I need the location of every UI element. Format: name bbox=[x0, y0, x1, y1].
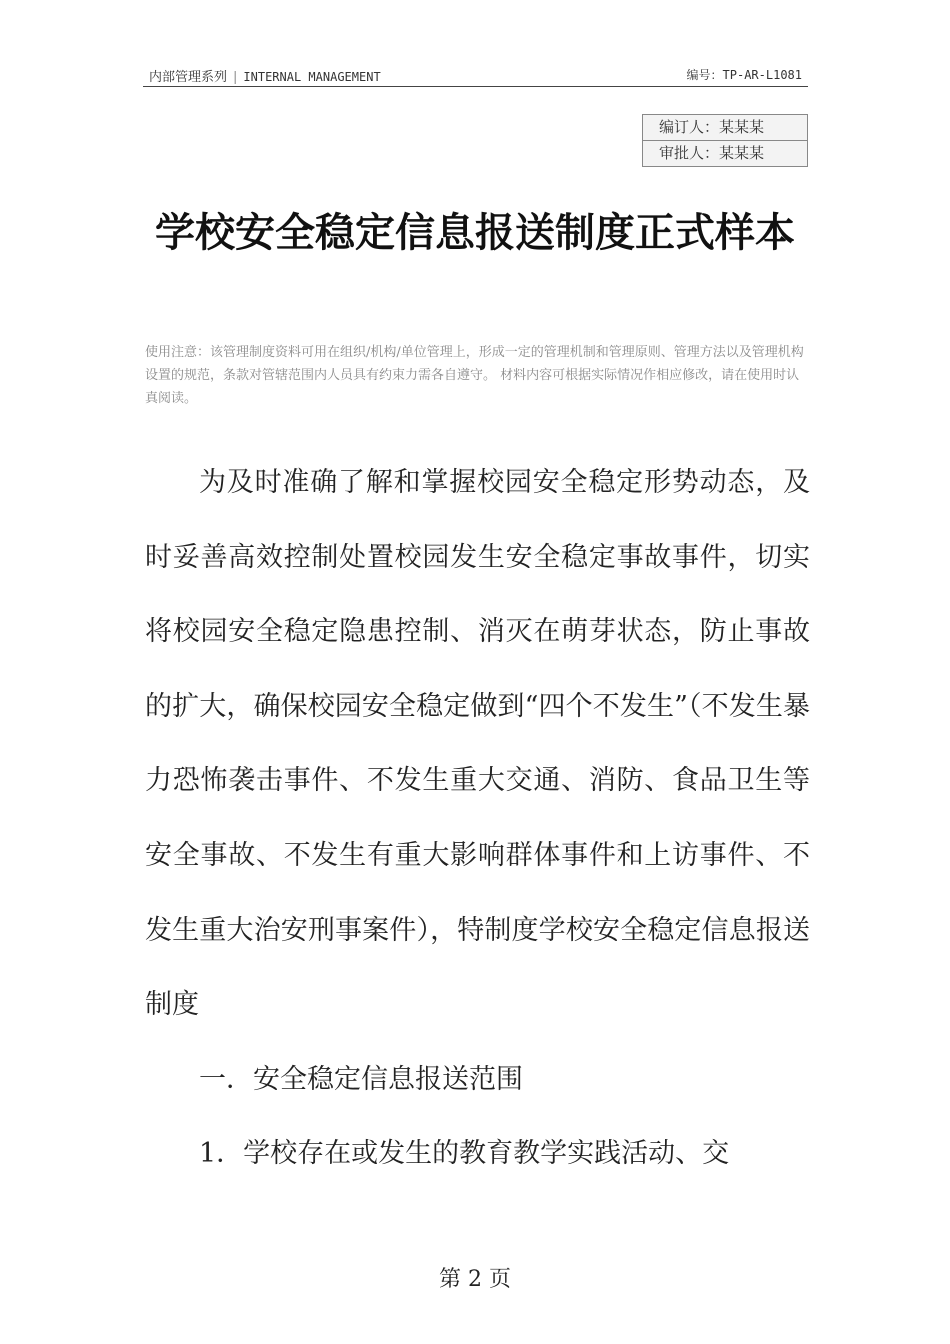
header-separator: | bbox=[233, 70, 238, 85]
header-series-en: INTERNAL MANAGEMENT bbox=[243, 70, 381, 84]
approver-field: 审批人：某某某 bbox=[643, 140, 807, 166]
page-header bbox=[143, 62, 808, 87]
usage-notice: 使用注意：该管理制度资料可用在组织/机构/单位管理上，形成一定的管理机制和管理原则、管理方法以及管理机构设置的规范，条款对管辖范围内人员具有约束力需各自遵守。 材料内容可根据实际情况作相应修改，请在使用时认真阅读。 bbox=[145, 345, 804, 406]
editor-field: 编订人：某某某 bbox=[659, 118, 765, 136]
document-number: 编号：TP-AR-L1081 bbox=[686, 68, 802, 82]
header-series bbox=[149, 66, 381, 85]
approval-box bbox=[642, 114, 808, 167]
header-series-cn: 内部管理系列 bbox=[149, 70, 228, 85]
body-paragraph: 为及时准确了解和掌握校园安全稳定形势动态，及时妥善高效控制处置校园发生安全稳定事故事件，切实将校园安全稳定隐患控制、消灭在萌芽状态，防止事故的扩大，确保校园安全稳定做到“四个不发生”（不发生暴力恐怖袭击事件、不发生重大交通、消防、食品卫生等安全事故、不发生有重大影响群体事件和上访事件、不发生重大治安刑事案件），特制度学校安全稳定信息报送制度 bbox=[145, 467, 810, 1021]
section-heading: 一．安全稳定信息报送范围 bbox=[199, 1063, 523, 1095]
document-title: 学校安全稳定信息报送制度正式样本 bbox=[155, 210, 795, 256]
list-item: 1．学校存在或发生的教育教学实践活动、交 bbox=[199, 1138, 730, 1170]
page-number: 第 2 页 bbox=[439, 1267, 511, 1292]
document-body bbox=[145, 446, 810, 1192]
